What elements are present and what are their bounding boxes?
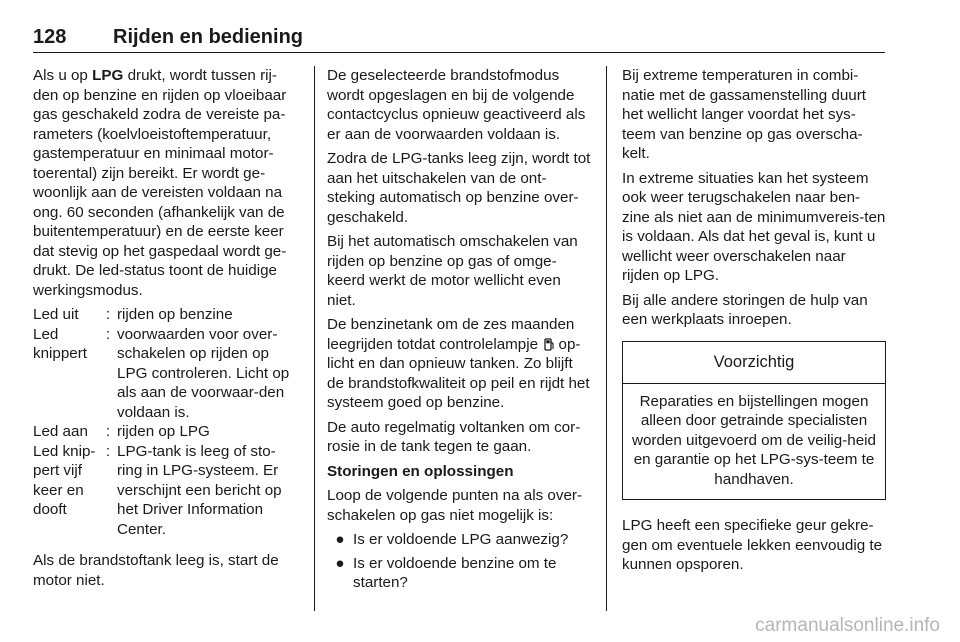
led-row (33, 305, 301, 325)
led-row-desc: voorwaarden voor over-schakelen op rijden op LPG controleren. Licht op als aan de voorwaar-den voldaan is. (117, 325, 290, 421)
bullet-icon: ● (335, 554, 345, 572)
bullet-icon: ● (335, 531, 345, 548)
led-status-table (33, 305, 301, 539)
paragraph: Bij extreme temperaturen in combi-natie met de gassamenstelling duurt het wellicht langer voordat het sys-teem van benzine op gas overscha-kelt. (622, 67, 866, 162)
led-row (33, 442, 301, 540)
led-row-desc: rijden op benzine (117, 306, 233, 323)
led-row-desc: rijden op LPG (117, 423, 210, 440)
led-row (33, 325, 301, 423)
led-row-colon: : (105, 325, 111, 343)
column-2 (327, 66, 591, 597)
paragraph: De geselecteerde brandstofmodus wordt opgeslagen en bij de volgende contactcyclus opnieuw geactiveerd als er aan de voorwaarden voldaan is. (327, 67, 586, 143)
list-item (327, 530, 591, 550)
led-row-label: Led uit (33, 306, 79, 323)
intro-text: Als u op (33, 67, 93, 84)
paragraph: Bij het automatisch omschakelen van rijden op benzine op gas of omge-keerd werkt de motor wellicht even niet. (327, 233, 578, 309)
watermark: carmanualsonline.info (755, 615, 940, 636)
header-rule (33, 52, 885, 53)
led-row-colon: : (105, 423, 111, 440)
paragraph: LPG heeft een specifieke geur gekre-gen om eventuele lekken eenvoudig te kunnen opsporen. (622, 517, 883, 573)
paragraph: Loop de volgende punten na als over-schakelen op gas niet mogelijk is: (327, 487, 583, 524)
caution-body: Reparaties en bijstellingen mogen alleen door getrainde specialisten worden uitgevoerd om de veilig-heid en garantie op het LPG-sys-teem te handhaven. (632, 392, 876, 488)
caution-title: Voorzichtig (623, 342, 885, 384)
fuel-warning-lamp-icon (544, 337, 554, 350)
led-row-label: Led knip-pert vijf keer en dooft (33, 442, 96, 518)
led-row-desc: LPG-tank is leeg of sto-ring in LPG-systeem. Er verschijnt een bericht op het Driver Information Center. (117, 442, 282, 538)
paragraph: In extreme situaties kan het systeem ook weer terugschakelen naar ben-zine als niet aan de minimumvereis-ten is voldaan. Als dat het geval is, kunt u wellicht weer overschakelen naar rijden op LPG. (622, 169, 886, 284)
paragraph-text: De benzinetank om de zes maanden leegrijden totdat controlelampje (327, 316, 575, 353)
led-row-label: Led aan (33, 423, 88, 440)
lpg-button-label: LPG (92, 67, 124, 84)
paragraph: Zodra de LPG-tanks leeg zijn, wordt tot aan het uitschakelen van de ont-steking automatisch op benzine over-geschakeld. (327, 150, 591, 226)
list-item (327, 554, 591, 593)
column-divider (314, 66, 315, 611)
led-row-colon: : (105, 306, 111, 323)
column-1 (33, 66, 301, 595)
led-row-label: Led knippert (33, 325, 88, 362)
outro-paragraph: Als de brandstoftank leeg is, start de motor niet. (33, 552, 279, 589)
page-header (33, 26, 885, 52)
column-divider (606, 66, 607, 611)
paragraph-text-cont: op-licht en dan opnieuw tanken. Zo blijft de brandstofkwaliteit op peil en rijdt het systeem goed op benzine. (327, 335, 590, 411)
column-3 (622, 66, 886, 580)
intro-text-cont: drukt, wordt tussen rij-den op benzine en rijden op vloeibaar gas geschakeld zodra de vereiste pa-rameters (koelvloeistoftemperatuur, gastemperatuur en minimaal motor-toerental) zijn bereikt. Er wordt ge-woonlijk aan de vereisten voldaan na ong. 60 seconden (afhankelijk van de buitentemperatuur) en de eerste keer dat stevig op het gaspedaal wordt ge-drukt. De led-status toont de huidige werkingsmodus. (33, 67, 287, 299)
paragraph: Bij alle andere storingen de hulp van een werkplaats inroepen. (622, 291, 868, 328)
list-item-text: Is er voldoende LPG aanwezig? (353, 531, 569, 548)
led-row (33, 422, 301, 442)
intro-paragraph (33, 66, 301, 300)
paragraph (327, 315, 591, 413)
chapter-title: Rijden en bediening (113, 26, 304, 48)
led-row-colon: : (105, 442, 111, 460)
checklist (327, 530, 591, 593)
list-item-text: Is er voldoende benzine om te starten? (353, 554, 557, 591)
caution-box (622, 341, 886, 501)
section-subheading: Storingen en oplossingen (327, 462, 514, 480)
page-number: 128 (33, 26, 67, 48)
paragraph: De auto regelmatig voltanken om cor-rosie in de tank tegen te gaan. (327, 418, 581, 455)
